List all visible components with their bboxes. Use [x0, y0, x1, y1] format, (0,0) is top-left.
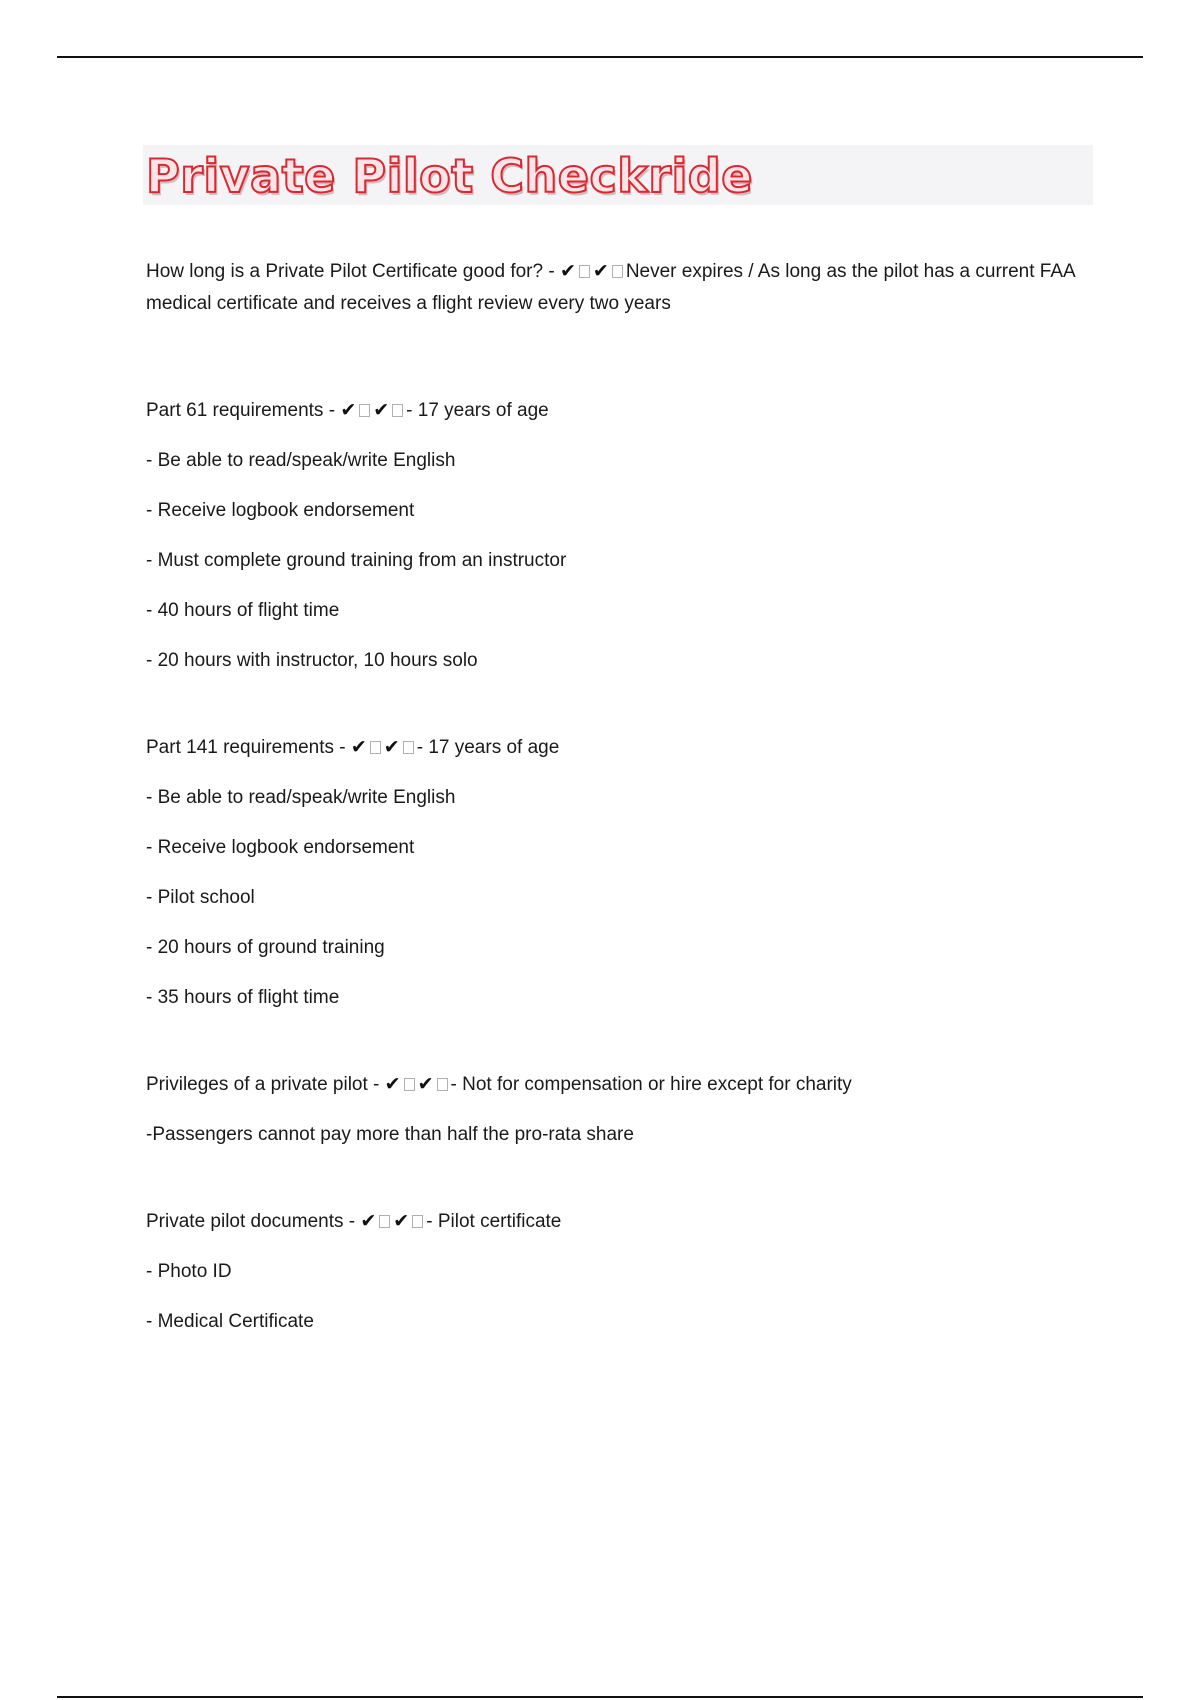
question: Part 61 requirements - — [146, 400, 336, 421]
check-marks-icon: ✔ ✔ — [360, 1210, 426, 1232]
answer-line: - 20 hours with instructor, 10 hours solo — [146, 650, 478, 671]
answer-line: - 17 years of age — [416, 737, 560, 758]
flashcard — [146, 1068, 1076, 1151]
check-marks-icon: ✔ ✔ — [351, 736, 417, 758]
footer-rule — [57, 1696, 1143, 1698]
document-body — [146, 255, 1076, 1392]
header-rule — [57, 56, 1143, 58]
answer-line: - 20 hours of ground training — [146, 937, 385, 958]
answer-line: - Receive logbook endorsement — [146, 500, 415, 521]
flashcard — [146, 731, 1076, 1014]
question: Privileges of a private pilot - — [146, 1074, 380, 1095]
answer-line: - Receive logbook endorsement — [146, 837, 415, 858]
flashcard-text — [146, 255, 1076, 320]
answer-line: - Be able to read/speak/write English — [146, 787, 456, 808]
check-marks-icon: ✔ ✔ — [340, 399, 406, 421]
answer-line: - 17 years of age — [406, 400, 549, 421]
answer-line: - 40 hours of flight time — [146, 600, 340, 621]
flashcard-text — [146, 394, 1076, 427]
answer-line: - 35 hours of flight time — [146, 987, 340, 1008]
flashcard — [146, 1205, 1076, 1338]
answer-line: - Pilot school — [146, 887, 255, 908]
answer-line: - Photo ID — [146, 1261, 232, 1282]
answer-line: - Be able to read/speak/write English — [146, 450, 456, 471]
flashcard — [146, 394, 1076, 677]
answer-line: Never expires / As long as the pilot has a current FAA medical certificate and receives a flight review every two years — [146, 261, 1075, 314]
flashcard-text — [146, 731, 1076, 764]
question: How long is a Private Pilot Certificate good for? - — [146, 261, 555, 282]
answer-line: - Medical Certificate — [146, 1311, 314, 1332]
flashcard-text — [146, 1068, 1076, 1101]
answer-line: -Passengers cannot pay more than half the pro-rata share — [146, 1124, 634, 1145]
question: Private pilot documents - — [146, 1211, 356, 1232]
document-title: Private Pilot Checkride — [146, 149, 753, 203]
flashcard — [146, 255, 1076, 320]
answer-line: - Not for compensation or hire except for charity — [450, 1074, 852, 1095]
answer-line: - Must complete ground training from an instructor — [146, 550, 567, 571]
check-marks-icon: ✔ ✔ — [560, 260, 626, 282]
flashcard-text — [146, 1205, 1076, 1238]
answer-line: - Pilot certificate — [426, 1211, 562, 1232]
check-marks-icon: ✔ ✔ — [385, 1073, 451, 1095]
question: Part 141 requirements - — [146, 737, 346, 758]
